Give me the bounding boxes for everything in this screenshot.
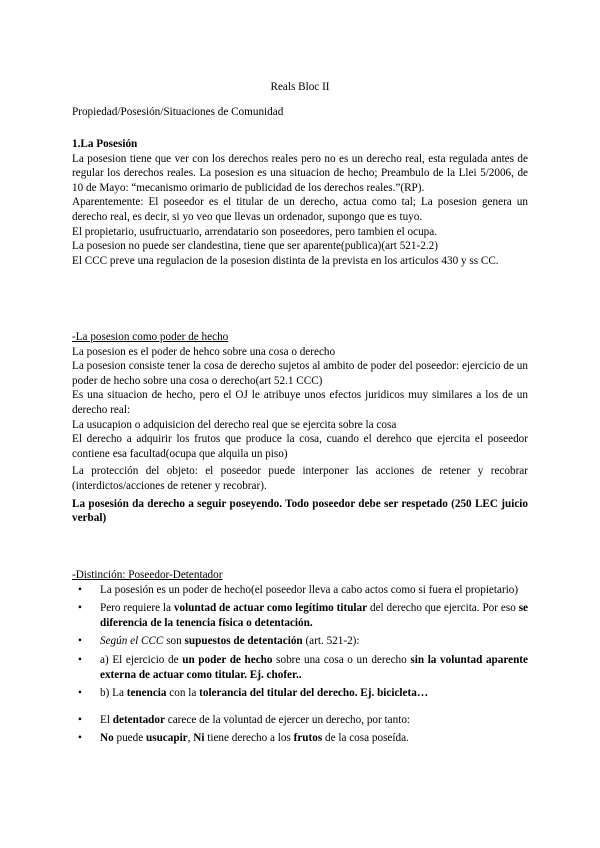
list-item: • Pero requiere la voluntad de actuar como legítimo titular del derecho que ejercita. Por eso se diferencia de la tenencia física o detentación. [78, 602, 529, 629]
document-subtitle: Propiedad/Posesión/Situaciones de Comunidad [72, 106, 284, 118]
bullet-list [72, 583, 528, 701]
section-posesion [72, 137, 528, 268]
paragraph: Es una situacion de hecho, pero el OJ le atribuye unos efectos juridicos muy similares a los de un derecho real: [72, 389, 528, 416]
paragraph: La posesion es el poder de hehco sobre una cosa o derecho [72, 345, 336, 358]
bullet-icon: • [78, 583, 82, 596]
bullet-icon: • [78, 602, 82, 615]
bullet-list [72, 713, 528, 746]
paragraph: Aparentemente: El poseedor es el titular de un derecho, actua como tal; La posesion genera un derecho real, es decir, si yo veo que llevas un ordenador, supongo que es tuyo. [72, 196, 528, 223]
list-item: • b) La tenencia con la tolerancia del titular del derecho. Ej. bicicleta… [78, 687, 429, 700]
paragraph: La usucapion o adquisicion del derecho real que se ejercita sobre la cosa [72, 418, 397, 431]
list-item: • a) El ejercicio de un poder de hecho sobre una cosa o un derecho sin la voluntad aparente externa de actuar como titular. Ej. chofer.. [78, 653, 528, 681]
paragraph: El derecho a adquirir los frutos que produce la cosa, cuando el derehco que ejercita el poseedor contiene esa facultad(ocupa que alquila un piso) [72, 433, 528, 460]
document-title: Reals Bloc II [270, 81, 330, 93]
paragraph: La posesion consiste tener la cosa de derecho sujetos al ambito de poder del poseedor: ejercicio de un poder de hecho sobre una cosa o derecho(art 52.1 CCC) [72, 360, 528, 387]
section-heading: -Distinción: Poseedor-Detentador [72, 569, 223, 581]
bold-paragraph: La posesión da derecho a seguir poseyendo. Todo poseedor debe ser respetado (250 LEC juicio verbal) [72, 497, 528, 525]
paragraph: La posesion no puede ser clandestina, tiene que ser aparente(publica)(art 521-2.2) [72, 240, 438, 253]
section-heading: 1.La Posesión [72, 138, 138, 150]
bullet-icon: • [78, 653, 82, 666]
bullet-icon: • [78, 713, 82, 726]
bullet-icon: • [78, 635, 82, 648]
list-item: • La posesión es un poder de hecho(el poseedor lleva a cabo actos como si fuera el propietario) [78, 583, 519, 596]
list-item: • Según el CCC son supuestos de detentación (art. 521-2): [78, 635, 360, 648]
section-distincion [72, 568, 528, 750]
paragraph: El propietario, usufructuario, arrendatario son poseedores, pero tambien el ocupa. [72, 225, 438, 238]
bullet-icon: • [78, 732, 82, 745]
section-poder-de-hecho [72, 330, 528, 526]
paragraph: El CCC preve una regulacion de la posesion distinta de la prevista en los articulos 430 y ss CC. [72, 254, 499, 267]
section-heading: -La posesion como poder de hecho [72, 331, 229, 343]
bullet-icon: • [78, 687, 82, 700]
paragraph: La posesion tiene que ver con los derechos reales pero no es un derecho real, esta regulada antes de regular los derechos reales. La posesion es una situacion de hecho; Preambulo de la Llei 5/2006, de 10 de Mayo: “mecanismo orimario de publicidad de los derechos reales.”(RP). [72, 152, 528, 194]
list-item: • El detentador carece de la voluntad de ejercer un derecho, por tanto: [78, 713, 411, 726]
paragraph: La protección del objeto: el poseedor puede interponer las acciones de retener y recobrar (interdictos/acciones de retener y recobrar). [72, 465, 528, 492]
list-item: • No puede usucapir, Ni tiene derecho a los frutos de la cosa poseída. [78, 732, 409, 745]
